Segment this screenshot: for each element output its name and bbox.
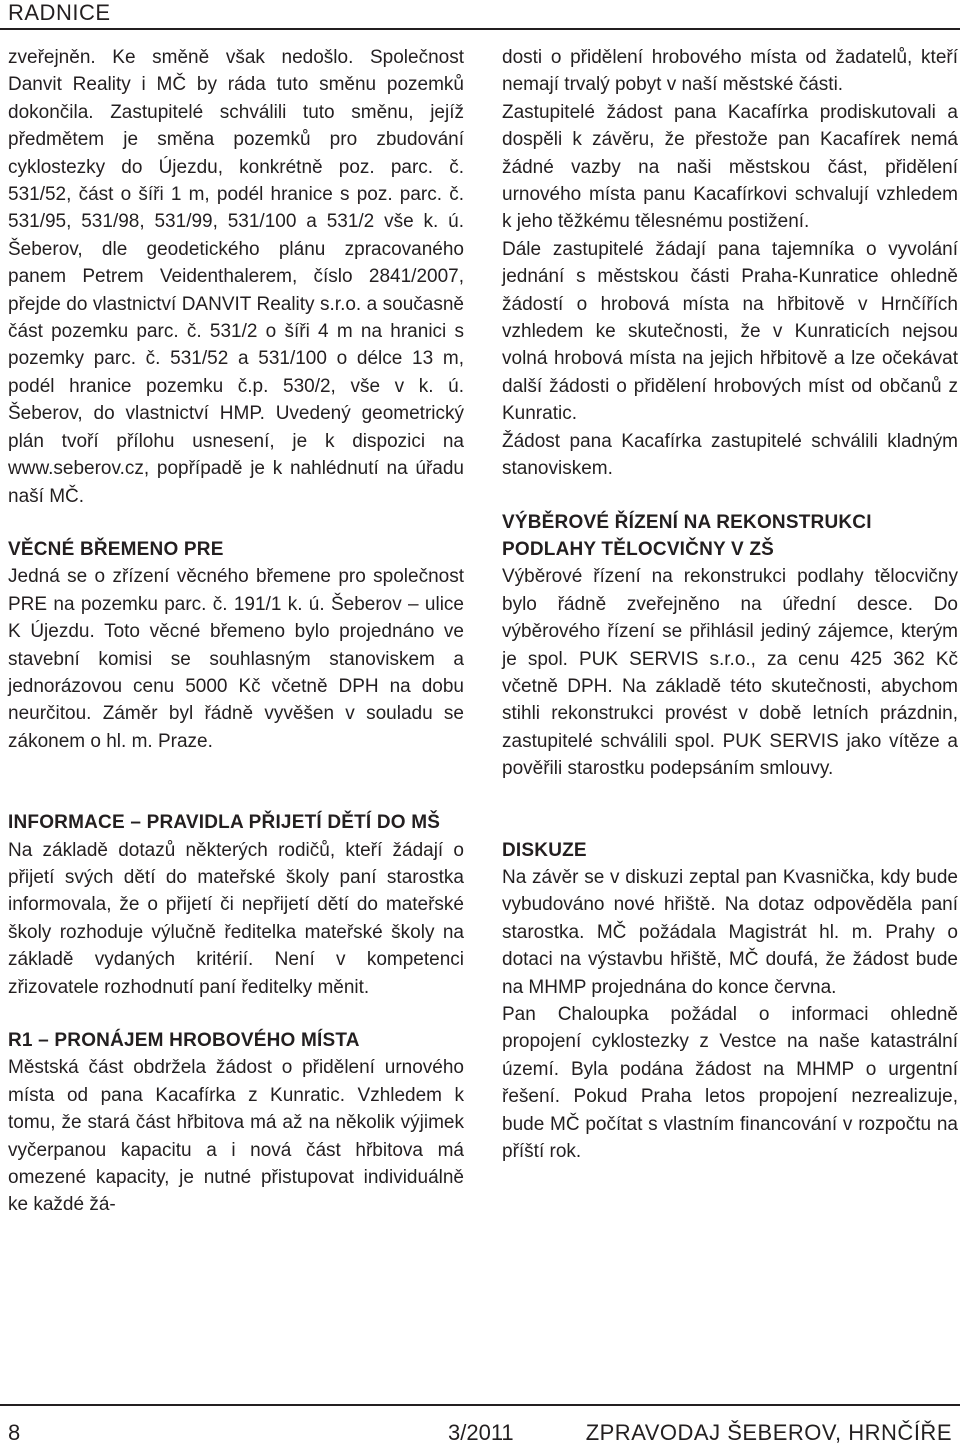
article-paragraph: Zastupitelé žádost pana Kacafírka prodiskutovali a dospěli k závěru, že přestože pan Kacafírek nemá žádné vazby na naši městskou část, přidělení urnového místa panu Kacafírkovi schvalují vzhledem k jeho těžkému tělesnému postižení. (502, 101, 958, 233)
right-column (502, 44, 958, 1165)
heading-vyberove-rizeni: VÝBĚROVÉ ŘÍZENÍ NA REKONSTRUKCI PODLAHY TĚLOCVIČNY V ZŠ (502, 511, 872, 560)
article-paragraph: Žádost pana Kacafírka zastupitelé schválili kladným stanoviskem. (502, 430, 958, 480)
article-paragraph: Pan Chaloupka požádal o informaci ohledně propojení cyklostezky z Vestce na naše katastrální území. Byla podána žádost na MHMP o urgentní řešení. Pokud Praha letos propojení nezrealizuje, bude MČ počítat s vlastním financování v rozpočtu na příští rok. (502, 1004, 958, 1163)
section-title: RADNICE (8, 0, 111, 25)
heading-pronajem-hrobu: R1 – PRONÁJEM HROBOVÉHO MÍSTA (8, 1030, 360, 1051)
page-number: 8 (8, 1420, 21, 1445)
article-paragraph: Dále zastupitelé žádají pana tajemníka o vyvolání jednání s městskou části Praha-Kunratice ohledně žádostí o hrobová místa na hřbitově v Hrnčířích vzhledem ke skutečnosti, že v Kunraticích nejsou volná hrobová místa na jejich hřbitově a lze očekávat další žádosti o přidělení hrobových míst od občanů z Kunratic. (502, 238, 958, 425)
article-paragraph: zveřejněn. Ke směně však nedošlo. Společnost Danvit Reality i MČ by ráda tuto směnu pozemků dokončila. Zastupitelé schválili tuto směnu, jejíž předmětem je směna pozemků pro zbudování cyklostezky do Újezdu, konkrétně poz. parc. č. 531/52, část o šíři 1 m, podél hranice s poz. parc. č. 531/95, 531/98, 531/99, 531/100 a 531/2 vše k. ú. Šeberov, dle geodetického plánu zpracovaného panem Petrem Veidenthalerem, číslo 2841/2007, přejde do vlastnictví DANVIT Reality s.r.o. a současně část pozemku parc. č. 531/2 o šíři 4 m na hranici s pozemky parc. č. 531/52 a 531/100 o délce 13 m, podél hranice pozemku č.p. 530/2, vše v k. ú. Šeberov, do vlastnictví HMP. Uvedený geometrický plán tvoří přílohu usnesení, je k dispozici na www.seberov.cz, popřípadě je k nahlédnutí na úřadu naší MČ. (8, 47, 464, 507)
left-column (8, 44, 464, 1219)
article-paragraph: dosti o přidělení hrobového místa od žadatelů, kteří nemají trvalý pobyt v naší městské části. (502, 47, 958, 96)
issue-number: 3/2011 (448, 1420, 514, 1445)
article-paragraph: Výběrové řízení na rekonstrukci podlahy tělocvičny bylo řádně zveřejněno na úřední desce. Do výběrového řízení se přihlásil jediný zájemce, kterým je spol. PUK SERVIS s.r.o., za cenu 425 362 Kč včetně DPH. Na základě této skutečnosti, abychom stihli rekonstrukci provést v době letních prázdnin, zastupitelé schválili spol. PUK SERVIS jako vítěze a pověřili starostku podepsáním smlouvy. (502, 566, 958, 780)
page-footer (0, 1404, 960, 1446)
heading-diskuze: DISKUZE (502, 839, 587, 861)
heading-prijeti-deti: INFORMACE – PRAVIDLA PŘIJETÍ DĚTÍ DO MŠ (8, 812, 441, 834)
heading-vecne-bremeno: VĚCNÉ BŘEMENO PRE (8, 538, 224, 560)
article-paragraph: Městská část obdržela žádost o přidělení urnového místa od pana Kacafírka z Kunratic. Vzhledem k tomu, že stará část hřbitova má až na několik výjimek vyčerpanou kapacitu a i nová část hřbitova má omezené kapacity, je nutné přistupovat individuálně ke každé žá- (8, 1057, 464, 1216)
article-paragraph: Na základě dotazů některých rodičů, kteří žádají o přijetí svých dětí do mateřské školy paní starostka informovala, že o přijetí či nepřijetí dětí do mateřské školy rozhoduje výlučně ředitelka mateřské školy na základě vydaných kritérií. Není v kompetenci zřizovatele rozhodnutí paní ředitelky měnit. (8, 839, 464, 998)
article-paragraph: Na závěr se v diskuzi zeptal pan Kvasnička, kdy bude vybudováno nové hřiště. Na dotaz odpověděla paní starostka. MČ požádala Magistrát hl. m. Prahy o dotaci na výstavbu hřiště, MČ doufá, že žádost bude na MHMP projednána do konce června. (502, 866, 958, 998)
page-header (0, 0, 960, 30)
publication-name: ZPRAVODAJ ŠEBEROV, HRNČÍŘE (585, 1420, 952, 1445)
article-paragraph: Jedná se o zřízení věcného břemene pro společnost PRE na pozemku parc. č. 191/1 k. ú. Šeberov – ulice K Újezdu. Toto věcné břemeno bylo projednáno ve stavební komisi se souhlasným stanoviskem a jednorázovou cenu 5000 Kč včetně DPH na dobu neurčitou. Záměr byl řádně vyvěšen v souladu se zákonem o hl. m. Praze. (8, 566, 464, 752)
